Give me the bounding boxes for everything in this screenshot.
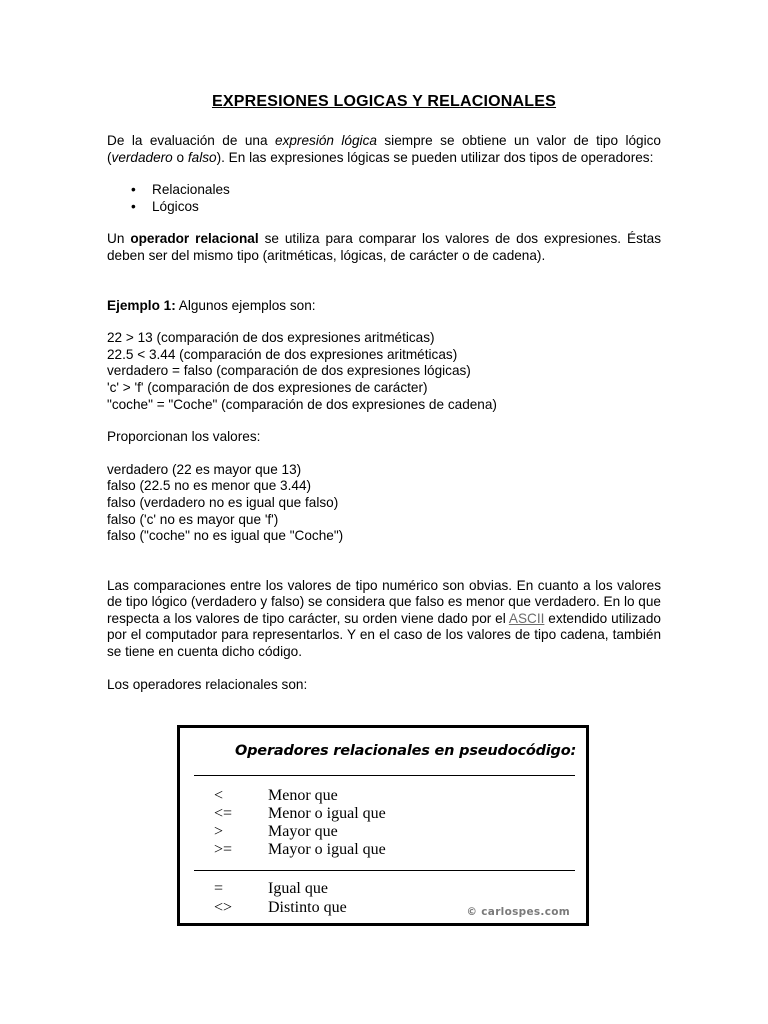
example-label: Ejemplo 1:: [107, 297, 176, 313]
operator-row: [214, 899, 347, 917]
operator-symbol: >=: [214, 841, 233, 858]
operator-row: [214, 841, 386, 859]
intro-text: o: [172, 149, 188, 165]
values-intro: Proporcionan los valores:: [107, 429, 261, 445]
values-list: [107, 462, 661, 545]
operator-row: [214, 805, 386, 823]
relational-paragraph: [107, 231, 661, 264]
value-line: falso (verdadero no es igual que falso): [107, 494, 339, 510]
list-item-label: Relacionales: [152, 182, 230, 198]
operator-name: Distinto que: [268, 899, 347, 916]
relational-term: operador relacional: [130, 231, 259, 247]
divider: [194, 870, 575, 871]
comparison-line: verdadero = falso (comparación de dos expresiones lógicas): [107, 363, 471, 379]
intro-term: verdadero: [111, 149, 173, 165]
example-text: Algunos ejemplos son:: [175, 297, 316, 313]
operator-symbol: =: [214, 880, 224, 897]
relational-text: Un: [107, 231, 131, 247]
example-heading: [107, 298, 661, 315]
operator-symbol: <>: [214, 899, 233, 916]
operator-symbol: >: [214, 823, 224, 840]
value-line: falso (22.5 no es menor que 3.44): [107, 478, 312, 494]
operator-row: [214, 823, 338, 841]
operator-name: Igual que: [268, 880, 328, 897]
value-line: falso ('c' no es mayor que 'f'): [107, 511, 279, 527]
list-item: [107, 199, 661, 216]
bullet-icon: •: [131, 182, 136, 198]
comparisons-paragraph: [107, 578, 661, 661]
comparisons-text: extendido utilizado por el computador para representarlos. Y en el caso de los valores de tipo cadena, también se tiene en cuenta dicho código.: [107, 610, 661, 660]
operator-row: [214, 880, 328, 898]
comparisons-list: [107, 330, 661, 413]
figure-title: Operadores relacionales en pseudocódigo:: [235, 743, 577, 759]
intro-term: falso: [187, 149, 217, 165]
document-page: [107, 92, 661, 693]
relational-text: se utiliza para comparar los valores de dos expresiones. Éstas deben ser del mismo tipo (aritméticas, lógicas, de carácter o de cadena).: [107, 231, 662, 263]
operator-name: Mayor que: [268, 823, 338, 840]
value-line: verdadero (22 es mayor que 13): [107, 461, 302, 477]
operator-symbol: <: [214, 787, 224, 804]
comparison-line: 22.5 < 3.44 (comparación de dos expresiones aritméticas): [107, 346, 458, 362]
page-title: EXPRESIONES LOGICAS Y RELACIONALES: [211, 93, 557, 110]
credit-watermark: © carlospes.com: [466, 906, 570, 918]
value-line: falso ("coche" no es igual que "Coche"): [107, 528, 344, 544]
operator-symbol: <=: [214, 805, 233, 822]
divider: [194, 775, 575, 776]
operator-row: [214, 787, 338, 805]
intro-text: siempre se obtiene un valor de tipo lógico (: [107, 133, 661, 165]
intro-paragraph: [107, 133, 661, 166]
operator-name: Menor o igual que: [268, 805, 386, 822]
comparison-line: 'c' > 'f' (comparación de dos expresiones de carácter): [107, 379, 428, 395]
intro-text: De la evaluación de una: [107, 133, 276, 148]
list-item: [107, 182, 661, 199]
list-item-label: Lógicos: [152, 198, 199, 214]
operator-name: Mayor o igual que: [268, 841, 386, 858]
operators-intro: Los operadores relacionales son:: [107, 676, 308, 692]
comparison-line: 22 > 13 (comparación de dos expresiones aritméticas): [107, 330, 435, 346]
comparisons-text: Las comparaciones entre los valores de tipo numérico son obvias. En cuanto a los valores de tipo lógico (verdadero y falso) se considera que falso es menor que verdadero. En lo que respecta a los valores de tipo carácter, su orden viene dado por el: [107, 577, 661, 626]
comparison-line: "coche" = "Coche" (comparación de dos expresiones de cadena): [107, 396, 497, 412]
bullet-icon: •: [131, 198, 136, 214]
operator-name: Menor que: [268, 787, 338, 804]
intro-term: expresión lógica: [275, 133, 377, 148]
intro-text: ). En las expresiones lógicas se pueden utilizar dos tipos de operadores:: [216, 149, 654, 165]
ascii-link[interactable]: ASCII: [508, 610, 545, 626]
operator-types-list: [107, 182, 661, 215]
operators-figure: [177, 725, 589, 926]
